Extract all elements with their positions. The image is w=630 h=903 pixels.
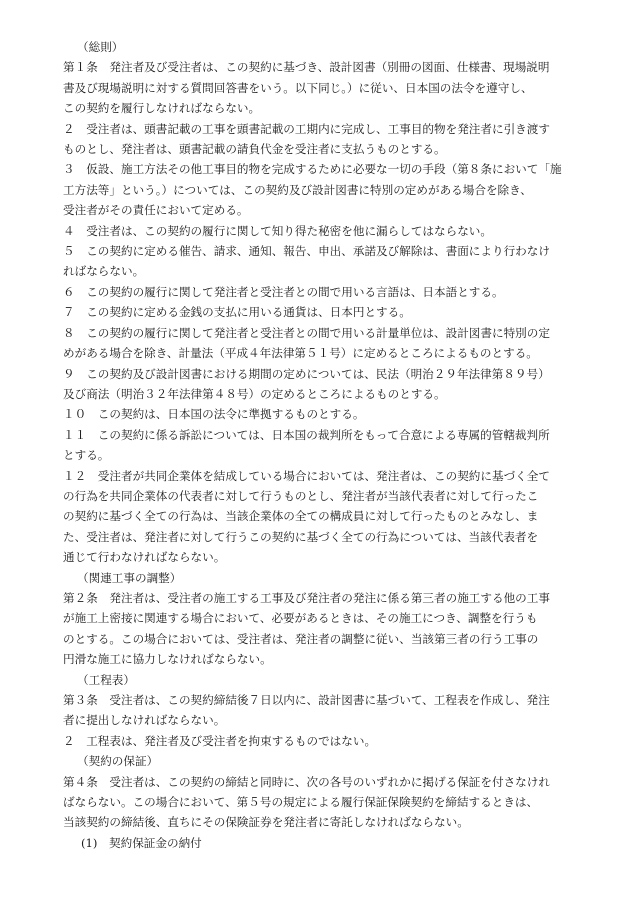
text-line: 第１条 発注者及び受注者は、この契約に基づき、設計図書（別冊の図面、仕様書、現場説明: [63, 60, 550, 75]
article-paragraph: [63, 159, 572, 220]
article-paragraph: [63, 282, 572, 302]
section-heading: [63, 670, 572, 690]
article-paragraph: [63, 241, 572, 282]
text-line: （契約の保証）: [77, 754, 159, 769]
article-paragraph: [63, 772, 572, 833]
article-paragraph: [63, 690, 572, 731]
article-paragraph: [63, 425, 572, 466]
article-paragraph: [63, 323, 572, 364]
article-paragraph: [63, 119, 572, 160]
text-line: た、受注者は、発注者に対して行うこの契約に基づく全ての行為については、当該代表者を: [63, 529, 539, 544]
text-line: ３ 仮設、施工方法その他工事目的物を完成するために必要な一切の手段（第８条において「施: [63, 162, 562, 177]
section-heading: [63, 751, 572, 771]
article-paragraph: [63, 588, 572, 670]
article-paragraph: [63, 57, 572, 118]
text-line: １０ この契約は、日本国の法令に準拠するものとする。: [63, 407, 365, 422]
text-line: のとする。この場合においては、受注者は、発注者の調整に従い、当該第三者の行う工事の: [63, 631, 539, 646]
text-line: 及び商法（明治３２年法律第４８号）の定めるところによるものとする。: [63, 386, 446, 401]
text-line: ２ 受注者は、頭書記載の工事を頭書記載の工期内に完成し、工事目的物を発注者に引き渡す: [63, 121, 550, 136]
section-heading: [63, 37, 572, 57]
text-line: １２ 受注者が共同企業体を結成している場合においては、発注者は、この契約に基づく全て: [63, 468, 550, 483]
text-line: ７ この契約に定める金銭の支払に用いる通貨は、日本円とする。: [63, 305, 411, 320]
text-line: ればならない。: [63, 264, 145, 279]
text-line: ６ この契約の履行に関して発注者と受注者との間で用いる言語は、日本語とする。: [63, 284, 504, 299]
text-line: １１ この契約に係る訴訟については、日本国の裁判所をもって合意による専属的管轄裁判所: [63, 427, 550, 442]
text-line: 受注者がその責任において定める。: [63, 203, 249, 218]
text-line: （関連工事の調整）: [77, 570, 182, 585]
text-line: 工方法等」という。）については、この契約及び設計図書に特別の定めがある場合を除き、: [63, 182, 532, 197]
text-line: ９ この契約及び設計図書における期間の定めについては、民法（明治２９年法律第８９号）: [63, 366, 550, 381]
text-line: ２ 工程表は、発注者及び受注者を拘束するものではない。: [63, 733, 377, 748]
text-line: この契約を履行しなければならない。: [63, 101, 261, 116]
text-line: 当該契約の締結後、直ちにその保険証券を発注者に寄託しなければならない。: [63, 815, 469, 830]
text-line: 者に提出しなければならない。: [63, 713, 226, 728]
text-line: めがある場合を除き、計量法（平成４年法律第５１号）に定めるところによるものとする。: [63, 346, 538, 361]
article-paragraph: [63, 364, 572, 405]
document-body: [63, 37, 572, 853]
article-paragraph: [63, 404, 572, 424]
text-line: ４ 受注者は、この契約の履行に関して知り得た秘密を他に漏らしてはならない。: [63, 223, 492, 238]
text-line: 第４条 受注者は、この契約の締結と同時に、次の各号のいずれかに掲げる保証を付さなけれ: [63, 774, 550, 789]
article-paragraph: [63, 466, 572, 568]
text-line: ８ この契約の履行に関して発注者と受注者との間で用いる計量単位は、設計図書に特別の定: [63, 325, 550, 340]
text-line: 通じて行わなければならない。: [63, 550, 226, 565]
article-paragraph: [63, 731, 572, 751]
article-paragraph: [63, 221, 572, 241]
text-line: の行為を共同企業体の代表者に対して行うものとし、発注者が当該代表者に対して行ったこ: [63, 488, 539, 503]
text-line: とする。: [63, 448, 110, 463]
text-line: (1) 契約保証金の納付: [81, 835, 202, 850]
text-line: が施工上密接に関連する場合において、必要があるときは、その施工につき、調整を行うも: [63, 611, 538, 626]
text-line: 書及び現場説明に対する質問回答書をいう。以下同じ。）に従い、日本国の法令を遵守し、: [63, 80, 533, 95]
text-line: （総則）: [77, 40, 124, 54]
article-paragraph: [63, 302, 572, 322]
text-line: 第２条 発注者は、受注者の施工する工事及び発注者の発注に係る第三者の施工する他の工事: [63, 590, 550, 605]
text-line: 円滑な施工に協力しなければならない。: [63, 652, 272, 667]
text-line: ばならない。この場合において、第５号の規定による履行保証保険契約を締結するときは、: [63, 795, 539, 810]
text-line: ものとし、発注者は、頭書記載の請負代金を受注者に支払うものとする。: [63, 142, 446, 157]
text-line: ５ この契約に定める催告、請求、通知、報告、申出、承諾及び解除は、書面により行わなけ: [63, 244, 550, 259]
text-line: （工程表）: [77, 672, 135, 687]
text-line: の契約に基づく全ての行為は、当該企業体の全ての構成員に対して行ったものとみなし、ま: [63, 509, 539, 524]
list-item: [63, 833, 572, 853]
section-heading: [63, 568, 572, 588]
text-line: 第３条 受注者は、この契約締結後７日以内に、設計図書に基づいて、工程表を作成し、発注: [63, 693, 550, 707]
